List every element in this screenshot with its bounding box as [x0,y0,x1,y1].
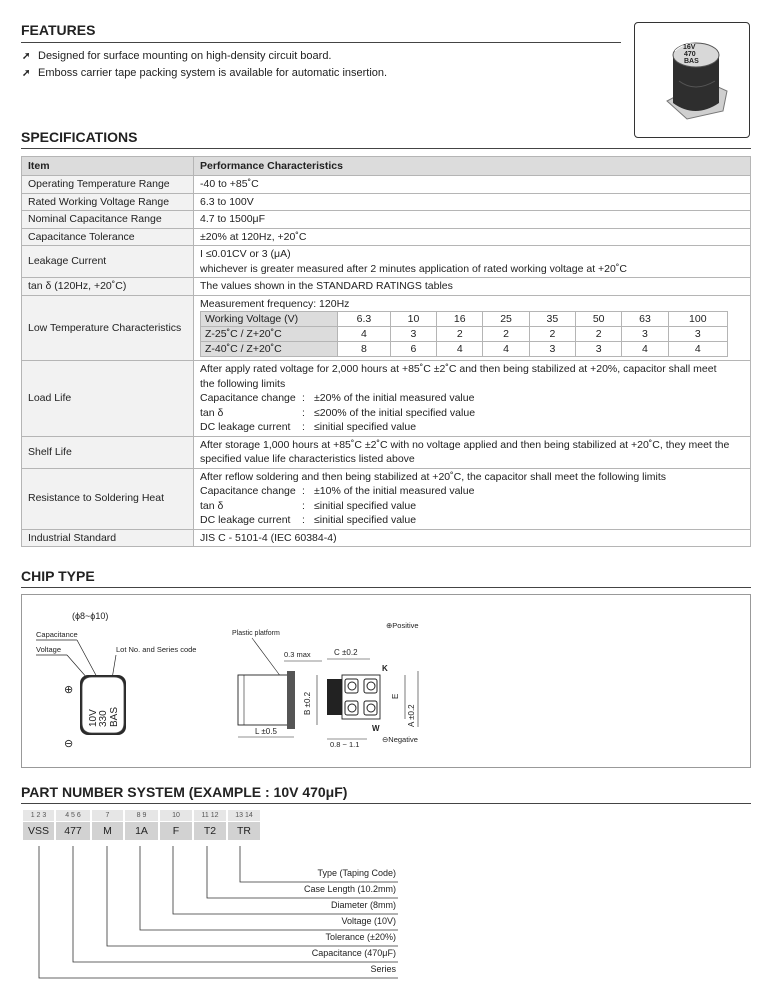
row-item: Rated Working Voltage Range [22,193,194,211]
wv-cell: 35 [529,312,575,327]
z25-cell: 2 [437,327,483,342]
row-item: Nominal Capacitance Range [22,211,194,229]
limit-value: ≤initial specified value [314,514,417,526]
row-item: tan δ (120Hz, +20˚C) [22,278,194,296]
z25-label: Z-25˚C / Z+20˚C [201,327,338,342]
header-performance: Performance Characteristics [194,157,751,176]
plastic-platform-label: Plastic platform [232,630,280,637]
limit-colon: : [302,514,305,526]
limit-key: tan δ [200,406,224,419]
wv-cell: 25 [483,312,529,327]
e-dimension: E [391,693,400,699]
row-item: Resistance to Soldering Heat [22,468,194,529]
z40-cell: 8 [338,342,391,357]
pn-code: F [160,822,192,840]
row-value: JIS C - 5101-4 (IEC 60384-4) [194,529,751,547]
row-item: Operating Temperature Range [22,176,194,194]
soldering-line: After reflow soldering and then being stabilized at +20˚C, the capacitor shall meet the following limits [200,470,667,483]
leakage-line: I ≤0.01CV or 3 (μA) [200,248,291,260]
z40-cell: 4 [483,342,529,357]
row-item: Capacitance Tolerance [22,228,194,246]
row-value: The values shown in the STANDARD RATINGS tables [194,278,751,296]
pn-code: TR [228,822,260,840]
positive-label: ⊕Positive [386,621,419,630]
row-item: Low Temperature Characteristics [22,295,194,361]
wv-cell: 10 [390,312,436,327]
part-number-title: PART NUMBER SYSTEM (EXAMPLE : 10V 470μF) [21,784,348,800]
z25-cell: 2 [576,327,622,342]
pn-position: 10 [160,810,192,821]
z40-cell: 4 [622,342,668,357]
row-item: Leakage Current [22,246,194,278]
measurement-frequency: Measurement frequency: 120Hz [200,297,350,310]
pn-label-tolerance: Tolerance (±20%) [325,932,396,942]
limit-colon: : [302,392,305,404]
row-value: -40 to +85˚C [194,176,751,194]
z40-cell: 4 [668,342,727,357]
voltage-callout: Voltage [36,645,62,654]
pn-label-diameter: Diameter (8mm) [330,900,396,910]
limit-colon: : [302,499,305,512]
limit-colon: : [302,406,305,419]
specifications-title: SPECIFICATIONS [21,129,138,145]
z25-cell: 4 [338,327,391,342]
z25-cell: 2 [529,327,575,342]
z40-cell: 4 [437,342,483,357]
row-item: Shelf Life [22,436,194,468]
pn-code: VSS [23,822,54,840]
diameter-label: (ϕ8~ϕ10) [72,611,109,621]
z40-cell: 3 [576,342,622,357]
wv-cell: 63 [622,312,668,327]
row-item: Load Life [22,361,194,437]
photo-mark-series: BAS [684,58,699,65]
pn-position: 11 12 [194,810,226,821]
pn-label-voltage: Voltage (10V) [341,916,396,926]
z25-cell: 3 [668,327,727,342]
z40-label: Z-40˚C / Z+20˚C [201,342,338,357]
header-item: Item [22,157,194,176]
pn-label-type: Type (Taping Code) [317,868,396,878]
capacitance-callout: Capacitance [36,630,78,639]
row-item: Industrial Standard [22,529,194,547]
limit-colon: : [302,421,305,433]
z40-cell: 6 [390,342,436,357]
pn-position: 7 [92,810,123,821]
pn-position: 8 9 [125,810,158,821]
k-dimension: K [382,664,388,673]
z40-cell: 3 [529,342,575,357]
photo-mark-voltage: 16V [683,44,696,51]
pn-label-case-length: Case Length (10.2mm) [303,884,396,894]
z25-cell: 3 [390,327,436,342]
b-dimension: B ±0.2 [303,691,312,715]
range-label: 0.8 ~ 1.1 [330,740,360,749]
limit-value: ≤initial specified value [314,421,417,433]
limit-colon: : [302,485,305,497]
pn-label-capacitance: Capacitance (470μF) [311,948,396,958]
pn-code: M [92,822,123,840]
limit-value: ±10% of the initial measured value [314,485,475,497]
minus-icon: ⊖ [64,738,74,750]
row-value: 4.7 to 1500μF [194,211,751,229]
marking-cap: 330 [98,710,109,727]
feature-text: Designed for surface mounting on high-density circuit board. [38,50,332,62]
wv-cell: 50 [576,312,622,327]
arrow-icon: ➚ [22,51,31,62]
limit-key: DC leakage current [200,514,291,526]
pn-position: 4 5 6 [56,810,90,821]
feature-text: Emboss carrier tape packing system is available for automatic insertion. [38,67,388,79]
wv-label: Working Voltage (V) [201,312,338,327]
w-dimension: W [372,724,380,733]
pn-label-series: Series [370,964,396,974]
photo-mark-cap: 470 [684,51,696,58]
limit-key: Capacitance change [200,485,296,497]
max-label: 0.3 max [284,650,311,659]
row-value: 6.3 to 100V [194,193,751,211]
marking-series: BAS [109,706,120,727]
limit-value: ≤initial specified value [314,499,417,512]
shelf-life-line: After storage 1,000 hours at +85˚C ±2˚C with no voltage applied and then being stabilized at +20˚C, they meet the [200,438,730,451]
marking-voltage: 10V [88,709,99,727]
limit-value: ±20% of the initial measured value [314,392,475,404]
chip-type-title: CHIP TYPE [21,568,95,584]
wv-cell: 100 [668,312,727,327]
shelf-life-line: specified value life characteristics listed above [200,453,415,465]
lot-callout: Lot No. and Series code [116,645,197,654]
load-life-line: the following limits [200,377,286,390]
wv-cell: 16 [437,312,483,327]
leakage-line: whichever is greater measured after 2 minutes application of rated working voltage at +20˚C [200,262,627,275]
plus-icon: ⊕ [64,684,74,696]
load-life-line: After apply rated voltage for 2,000 hours at +85˚C ±2˚C and then being stabilized at +20%, capacitor shall meet [200,363,717,375]
z25-cell: 3 [622,327,668,342]
l-dimension: L ±0.5 [255,727,277,736]
row-value: ±20% at 120Hz, +20˚C [194,228,751,246]
pn-position: 1 2 3 [23,810,54,821]
limit-key: DC leakage current [200,421,291,433]
wv-cell: 6.3 [338,312,391,327]
arrow-icon: ➚ [22,68,31,79]
z25-cell: 2 [483,327,529,342]
negative-label: ⊖Negative [382,735,418,744]
limit-key: Capacitance change [200,392,296,404]
features-title: FEATURES [21,22,96,38]
pn-code: 1A [125,822,158,840]
pn-code: 477 [56,822,90,840]
c-dimension: C ±0.2 [334,648,358,657]
pn-code: T2 [194,822,226,840]
a-dimension: A ±0.2 [407,704,416,727]
pn-position: 13 14 [228,810,260,821]
limit-value: ≤200% of the initial specified value [314,406,476,419]
limit-key: tan δ [200,499,224,512]
